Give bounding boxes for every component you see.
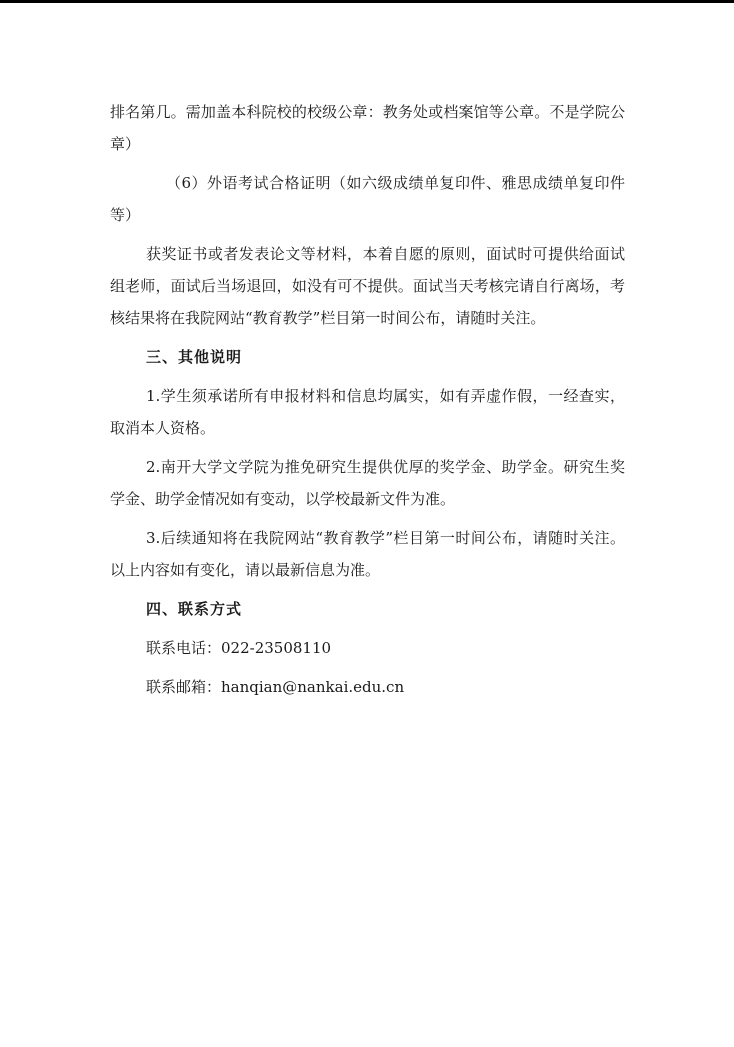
section-heading-other-notes: 三、其他说明 — [146, 348, 243, 366]
note-item-1: 1.学生须承诺所有申报材料和信息均属实，如有弄虚作假，一经查实，取消本人资格。 — [110, 387, 625, 437]
document-page — [110, 96, 625, 710]
note-item-2: 2.南开大学文学院为推免研究生提供优厚的奖学金、助学金。研究生奖学金、助学金情况如有变动，以学校最新文件为准。 — [110, 458, 625, 508]
section-heading-contact: 四、联系方式 — [146, 600, 243, 618]
note-item-3: 3.后续通知将在我院网站“教育教学”栏目第一时间公布，请随时关注。以上内容如有变化，请以最新信息为准。 — [110, 529, 625, 579]
contact-phone: 联系电话：022-23508110 — [146, 639, 332, 657]
top-border — [0, 0, 734, 3]
paragraph-awards-interview: 获奖证书或者发表论文等材料，本着自愿的原则，面试时可提供给面试组老师，面试后当场退回，如没有可不提供。面试当天考核完请自行离场，考核结果将在我院网站“教育教学”栏目第一时间公布，请随时关注。 — [110, 245, 625, 327]
paragraph-language-certificate: （6）外语考试合格证明（如六级成绩单复印件、雅思成绩单复印件等） — [110, 174, 625, 224]
contact-email: 联系邮箱：hanqian@nankai.edu.cn — [146, 678, 405, 696]
paragraph-material-seal: 排名第几。需加盖本科院校的校级公章：教务处或档案馆等公章。不是学院公章） — [110, 103, 625, 153]
